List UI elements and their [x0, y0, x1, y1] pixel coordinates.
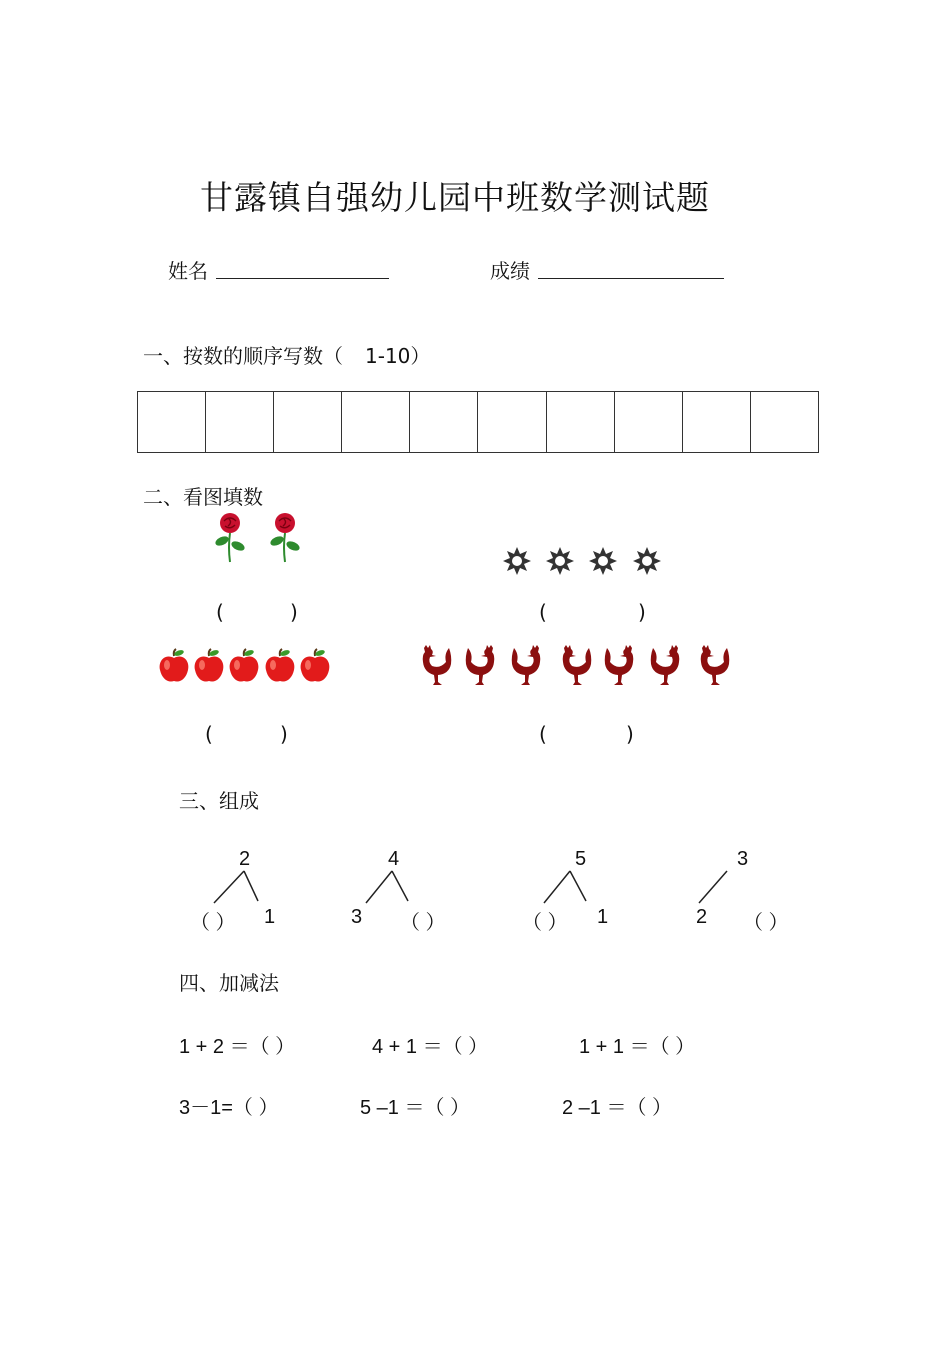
rooster-icon	[602, 644, 640, 686]
number-box[interactable]	[410, 392, 478, 452]
tree-right-blank[interactable]: （ ）	[743, 912, 789, 934]
name-field[interactable]	[216, 278, 389, 279]
answer-field-apples[interactable]	[218, 722, 278, 748]
rooster-icon	[648, 644, 686, 686]
section1-range: 1-10）	[365, 344, 431, 368]
section1-heading	[143, 340, 430, 369]
number-box[interactable]	[274, 392, 342, 452]
apple-icon	[158, 648, 190, 684]
tree-top-number: 5	[575, 848, 587, 870]
number-box[interactable]	[547, 392, 615, 452]
section3-heading: 三、组成	[179, 789, 259, 813]
sun-icon	[545, 546, 575, 576]
section4-heading: 四、加减法	[179, 971, 279, 995]
paren-close: )	[280, 722, 288, 746]
answer-field-roosters[interactable]	[552, 722, 624, 748]
answer-field-roses[interactable]	[228, 600, 288, 626]
name-label: 姓名	[168, 259, 208, 283]
tree-top-number: 2	[239, 848, 251, 870]
number-box[interactable]	[138, 392, 206, 452]
equation[interactable]: 1 + 1 ＝（ ）	[579, 1036, 696, 1058]
tree-left-blank[interactable]: （ ）	[522, 912, 568, 934]
paren-close: )	[638, 600, 646, 624]
number-box[interactable]	[683, 392, 751, 452]
rooster-icon	[463, 644, 501, 686]
rooster-icon	[416, 644, 454, 686]
page-title: 甘露镇自强幼儿园中班数学测试题	[200, 178, 710, 217]
tree-right-number: 1	[597, 906, 609, 928]
number-box[interactable]	[615, 392, 683, 452]
equation[interactable]: 3－1=（ ）	[179, 1097, 279, 1119]
paren-open: (	[205, 722, 213, 746]
paren-open: (	[539, 722, 547, 746]
paren-close: )	[290, 600, 298, 624]
equation[interactable]: 4 + 1 ＝（ ）	[372, 1036, 489, 1058]
answer-field-suns[interactable]	[552, 600, 636, 626]
section2-heading: 二、看图填数	[143, 485, 263, 509]
tree-left-number: 2	[696, 906, 708, 928]
number-boxes	[137, 391, 819, 453]
sun-icon	[502, 546, 532, 576]
number-box[interactable]	[478, 392, 546, 452]
equation[interactable]: 5 –1 ＝（ ）	[360, 1097, 471, 1119]
rooster-icon	[556, 644, 594, 686]
sun-icon	[588, 546, 618, 576]
rose-icon	[268, 511, 302, 563]
rooster-icon	[694, 644, 732, 686]
equation[interactable]: 1 + 2 ＝（ ）	[179, 1036, 296, 1058]
score-field[interactable]	[538, 278, 724, 279]
paren-open: (	[216, 600, 224, 624]
apple-icon	[264, 648, 296, 684]
tree-branches	[364, 870, 410, 904]
tree-left-blank[interactable]: （ ）	[190, 912, 236, 934]
number-box[interactable]	[342, 392, 410, 452]
paren-close: )	[626, 722, 634, 746]
apple-icon	[193, 648, 225, 684]
sun-icon	[632, 546, 662, 576]
section1-heading-text: 一、按数的顺序写数（	[143, 344, 343, 368]
tree-top-number: 4	[388, 848, 400, 870]
tree-branches	[542, 870, 588, 904]
score-label: 成绩	[490, 259, 530, 283]
apple-icon	[228, 648, 260, 684]
number-box[interactable]	[751, 392, 818, 452]
tree-left-number: 3	[351, 906, 363, 928]
tree-branches	[212, 870, 260, 904]
tree-right-number: 1	[264, 906, 276, 928]
equation[interactable]: 2 –1 ＝（ ）	[562, 1097, 673, 1119]
rooster-icon	[509, 644, 547, 686]
tree-top-number: 3	[737, 848, 749, 870]
number-box[interactable]	[206, 392, 274, 452]
paren-open: (	[539, 600, 547, 624]
apple-icon	[299, 648, 331, 684]
rose-icon	[213, 511, 247, 563]
tree-branches	[697, 870, 731, 904]
tree-right-blank[interactable]: （ ）	[400, 912, 446, 934]
